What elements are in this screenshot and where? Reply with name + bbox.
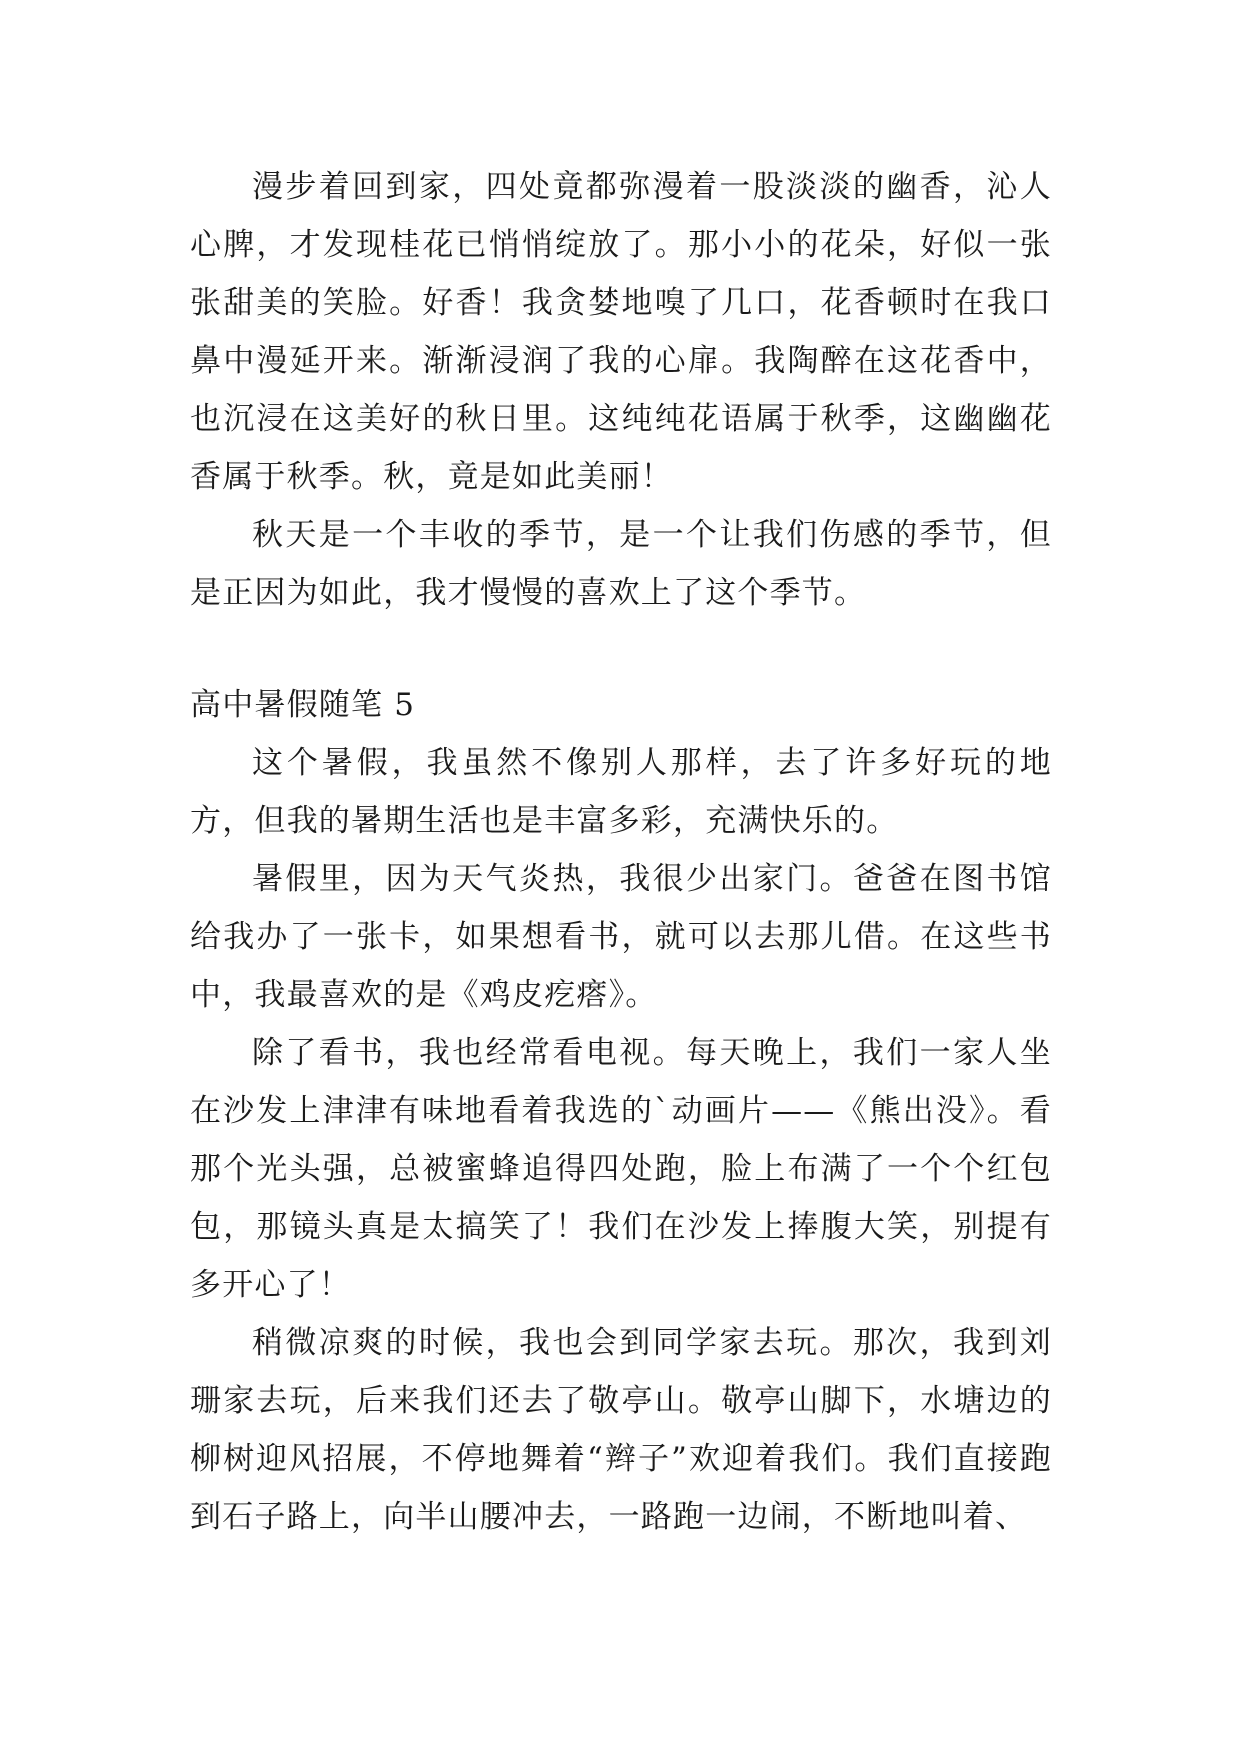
paragraph: 漫步着回到家，四处竟都弥漫着一股淡淡的幽香，沁人心脾，才发现桂花已悄悄绽放了。那小小的花朵，好似一张张甜美的笑脸。好香！我贪婪地嗅了几口，花香顿时在我口鼻中漫延开来。渐渐浸润了我的心扉。我陶醉在这花香中，也沉浸在这美好的秋日里。这纯纯花语属于秋季，这幽幽花香属于秋季。秋，竟是如此美丽！ (190, 169, 1052, 495)
paragraph: 暑假里，因为天气炎热，我很少出家门。爸爸在图书馆给我办了一张卡，如果想看书，就可以去那儿借。在这些书中，我最喜欢的是《鸡皮疙瘩》。 (190, 861, 1052, 1013)
paragraph: 除了看书，我也经常看电视。每天晚上，我们一家人坐在沙发上津津有味地看着我选的`动画片——《熊出没》。看那个光头强，总被蜜蜂追得四处跑，脸上布满了一个个红包包，那镜头真是太搞笑了！我们在沙发上捧腹大笑，别提有多开心了！ (190, 1035, 1052, 1303)
paragraph: 稍微凉爽的时候，我也会到同学家去玩。那次，我到刘珊家去玩，后来我们还去了敬亭山。敬亭山脚下，水塘边的柳树迎风招展，不停地舞着“辫子”欢迎着我们。我们直接跑到石子路上，向半山腰冲去，一路跑一边闹，不断地叫着、 (190, 1325, 1052, 1535)
section-title: 高中暑假随笔 5 (190, 687, 416, 723)
paragraph: 这个暑假，我虽然不像别人那样，去了许多好玩的地方，但我的暑期生活也是丰富多彩，充满快乐的。 (190, 745, 1052, 839)
document-body (190, 158, 1052, 1546)
paragraph: 秋天是一个丰收的季节，是一个让我们伤感的季节，但是正因为如此，我才慢慢的喜欢上了这个季节。 (190, 517, 1052, 611)
